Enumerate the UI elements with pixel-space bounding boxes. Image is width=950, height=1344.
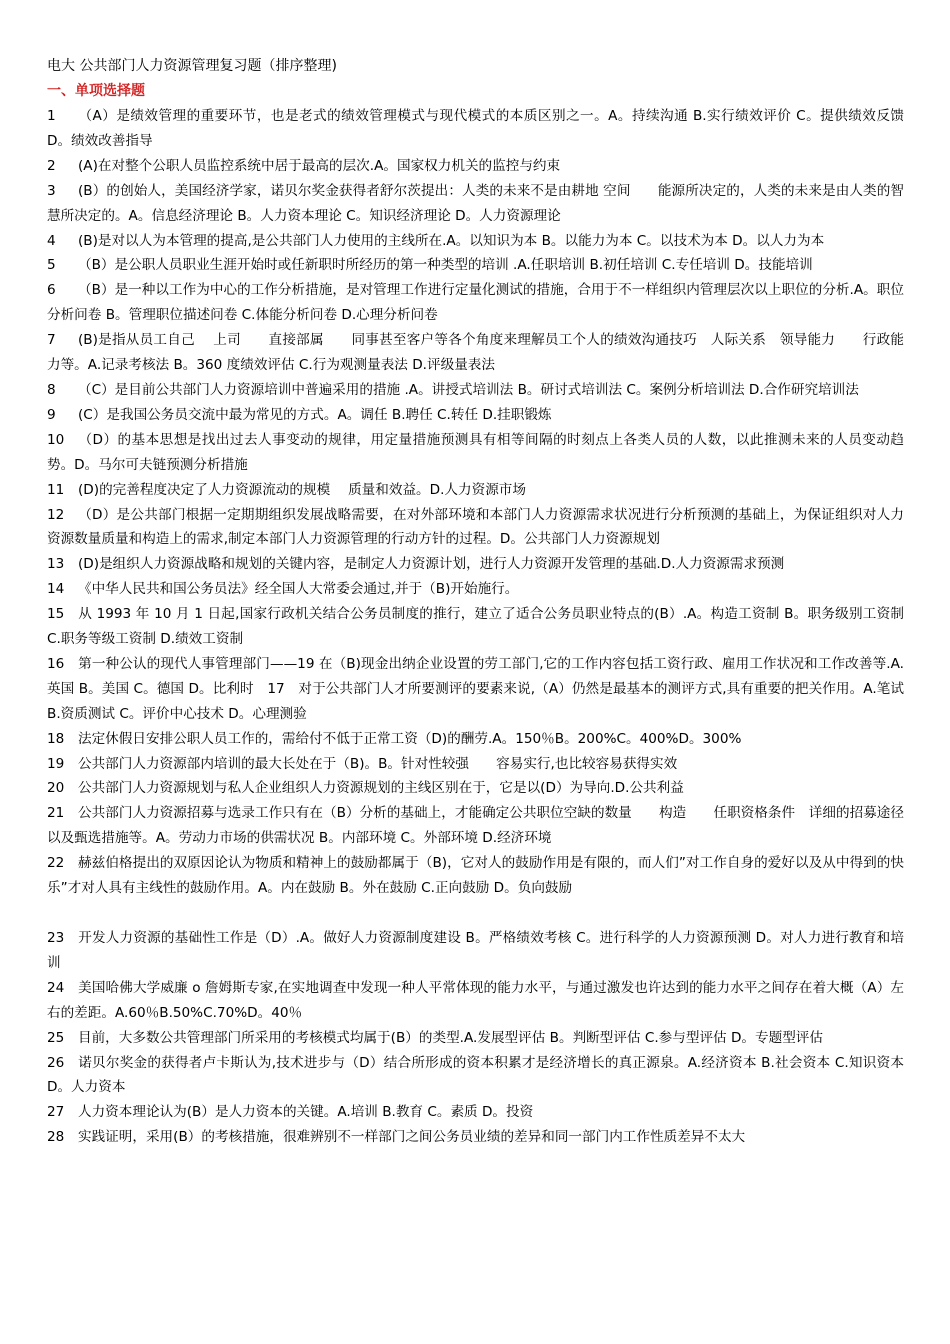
question-text: (C）是我国公务员交流中最为常见的方式。A。调任 B.聘任 C.转任 D.挂职锻炼 — [78, 406, 552, 423]
question-number: 10 — [47, 431, 65, 448]
question-text: 《中华人民共和国公务员法》经全国人大常委会通过,并于（B)开始施行。 — [78, 581, 519, 598]
question-number: 25 — [47, 1029, 65, 1046]
question-item — [47, 926, 904, 976]
question-text: (D)的完善程度决定了人力资源流动的规模 质量和效益。D.人力资源市场 — [78, 481, 526, 498]
section-heading: 一、单项选择题 — [47, 83, 145, 99]
question-text: 开发人力资源的基础性工作是（D）.A。做好人力资源制度建设 B。严格绩效考核 C。进行科学的人力资源预测 D。对人力进行教育和培训 — [47, 930, 904, 971]
question-number: 5 — [47, 257, 56, 274]
question-item — [47, 976, 904, 1026]
question-item — [47, 1026, 904, 1051]
question-text: 美国哈佛大学威廉 o 詹姆斯专家,在实地调查中发现一种人平常体现的能力水平，与通过激发也许达到的能力水平之间存在着大概（A）左右的差距。A.60％B.50%C.70%D。40％ — [47, 979, 904, 1021]
question-text: (A)在对整个公职人员监控系统中居于最高的层次.A。国家权力机关的监控与约束 — [78, 157, 561, 174]
question-item — [47, 602, 904, 652]
question-item — [47, 229, 904, 254]
question-item — [47, 1051, 904, 1101]
question-text: 人力资本理论认为(B）是人力资本的关键。A.培训 B.教育 C。素质 D。投资 — [78, 1104, 534, 1121]
question-number: 9 — [47, 406, 56, 423]
question-item — [47, 577, 904, 602]
question-item — [47, 328, 904, 378]
document-title: 电大 公共部门人力资源管理复习题（排序整理) — [47, 58, 337, 74]
question-item — [47, 801, 904, 851]
question-text: (B)是对以人为本管理的提高,是公共部门人力使用的主线所在.A。以知识为本 B。以能力为本 C。以技术为本 D。以人力为本 — [78, 232, 825, 249]
question-item — [47, 727, 904, 752]
question-text: 目前，大多数公共管理部门所采用的考核模式均属于(B）的类型.A.发展型评估 B。判断型评估 C.参与型评估 D。专题型评估 — [78, 1029, 823, 1046]
question-item — [47, 851, 904, 901]
question-text: (D)是组织人力资源战略和规划的关键内容，是制定人力资源计划，进行人力资源开发管理的基础.D.人力资源需求预测 — [78, 556, 785, 573]
question-number: 24 — [47, 979, 65, 996]
question-list — [47, 104, 904, 1150]
question-item — [47, 403, 904, 428]
question-number: 11 — [47, 481, 65, 498]
question-number: 16 — [47, 655, 65, 672]
question-item — [47, 378, 904, 403]
question-item — [47, 179, 904, 229]
question-number: 19 — [47, 755, 65, 772]
question-item — [47, 253, 904, 278]
question-item — [47, 652, 904, 727]
question-number: 26 — [47, 1054, 65, 1071]
question-number: 13 — [47, 556, 65, 573]
question-item — [47, 1100, 904, 1125]
question-text: (B)是指从员工自己 上司 直接部属 同事甚至客户等各个角度来理解员工个人的绩效沟通技巧 人际关系 领导能力 行政能力等。A.记录考核法 B。360 度绩效评估 C.行为观测量表法 D.评级量表法 — [47, 332, 904, 374]
question-number: 18 — [47, 730, 65, 747]
question-text: 第一种公认的现代人事管理部门——19 在（B)现金出纳企业设置的劳工部门,它的工作内容包括工资行政、雇用工作状况和工作改善等.A.英国 B。美国 C。德国 D。比利时 17 对于公共部门人才所要测评的要素来说,（A）仍然是最基本的测评方式,具有重要的把关作用。A.笔试 B.资质测试 C。评价中心技术 D。心理测验 — [47, 655, 904, 722]
question-text: （B）是一种以工作为中心的工作分析措施，是对管理工作进行定量化测试的措施，合用于不一样组织内管理层次以上职位的分析.A。职位分析问卷 B。管理职位描述问卷 C.体能分析问卷 D.心理分析问卷 — [47, 282, 904, 324]
question-text: 从 1993 年 10 月 1 日起,国家行政机关结合公务员制度的推行，建立了适合公务员职业特点的(B）.A。构造工资制 B。职务级别工资制 C.职务等级工资制 D.绩效工资制 — [47, 606, 904, 648]
question-item — [47, 776, 904, 801]
question-number: 27 — [47, 1104, 65, 1121]
question-text: （B）是公职人员职业生涯开始时或任新职时所经历的第一种类型的培训 .A.任职培训 B.初任培训 C.专任培训 D。技能培训 — [78, 257, 813, 274]
question-number: 28 — [47, 1129, 65, 1146]
question-text: 法定休假日安排公职人员工作的，需给付不低于正常工资（D)的酬劳.A。150％B。200%C。400%D。300% — [78, 730, 742, 747]
question-number: 1 — [47, 108, 56, 124]
question-item — [47, 428, 904, 478]
question-item — [47, 552, 904, 577]
question-number: 15 — [47, 606, 65, 623]
question-item — [47, 503, 904, 553]
question-item — [47, 1125, 904, 1150]
question-text: （A）是绩效管理的重要环节，也是老式的绩效管理模式与现代模式的本质区别之一。A。持续沟通 B.实行绩效评价 C。提供绩效反馈 D。绩效改善指导 — [47, 108, 904, 149]
question-text: 赫兹伯格提出的双原因论认为物质和精神上的鼓励都属于（B)，它对人的鼓励作用是有限的，而人们”对工作自身的爱好以及从中得到的快乐”才对人具有主线性的鼓励作用。A。内在鼓励 B。外在鼓励 C.正向鼓励 D。负向鼓励 — [47, 855, 904, 897]
question-number: 3 — [47, 182, 56, 199]
question-item — [47, 752, 904, 777]
question-number: 22 — [47, 855, 65, 872]
question-item — [47, 278, 904, 328]
question-text: (B）的创始人，美国经济学家，诺贝尔奖金获得者舒尔茨提出：人类的未来不是由耕地 空间 能源所决定的，人类的未来是由人类的智慧所决定的。A。信息经济理论 B。人力资本理论 C。知识经济理论 D。人力资源理论 — [47, 182, 904, 224]
question-item — [47, 104, 904, 154]
question-number: 7 — [47, 332, 56, 349]
question-number: 12 — [47, 506, 65, 523]
question-number: 21 — [47, 805, 65, 822]
question-item — [47, 154, 904, 179]
blank-line — [47, 901, 904, 926]
question-text: 公共部门人力资源招募与选录工作只有在（B）分析的基础上，才能确定公共职位空缺的数量 构造 任职资格条件 详细的招募途径以及甄选措施等。A。劳动力市场的供需状况 B。内部环境 C。外部环境 D.经济环境 — [47, 805, 904, 847]
question-item — [47, 478, 904, 503]
question-number: 6 — [47, 282, 56, 299]
question-number: 4 — [47, 232, 56, 249]
question-text: （C）是目前公共部门人力资源培训中普遍采用的措施 .A。讲授式培训法 B。研讨式培训法 C。案例分析培训法 D.合作研究培训法 — [78, 381, 859, 398]
question-text: （D）的基本思想是找出过去人事变动的规律，用定量措施预测具有相等间隔的时刻点上各类人员的人数，以此推测未来的人员变动趋势。D。马尔可夫链预测分析措施 — [47, 431, 904, 473]
question-text: （D）是公共部门根据一定期期组织发展战略需要，在对外部环境和本部门人力资源需求状况进行分析预测的基础上，为保证组织对人力资源数量质量和构造上的需求,制定本部门人力资源管理的行动方针的过程。D。公共部门人力资源规划 — [47, 506, 904, 548]
question-number: 8 — [47, 381, 56, 398]
question-text: 公共部门人力资源部内培训的最大长处在于（B)。B。针对性较强 容易实行,也比较容易获得实效 — [78, 755, 678, 772]
question-number: 2 — [47, 157, 56, 174]
question-text: 诺贝尔奖金的获得者卢卡斯认为,技术进步与（D）结合所形成的资本积累才是经济增长的真正源泉。A.经济资本 B.社会资本 C.知识资本 D。人力资本 — [47, 1054, 904, 1096]
question-number: 20 — [47, 780, 65, 797]
question-text: 实践证明，采用(B）的考核措施，很难辨别不一样部门之间公务员业绩的差异和同一部门内工作性质差异不太大 — [78, 1129, 746, 1146]
question-number: 23 — [47, 930, 65, 946]
question-text: 公共部门人力资源规划与私人企业组织人力资源规划的主线区别在于，它是以(D）为导向.D.公共利益 — [78, 780, 684, 797]
question-number: 14 — [47, 581, 65, 598]
